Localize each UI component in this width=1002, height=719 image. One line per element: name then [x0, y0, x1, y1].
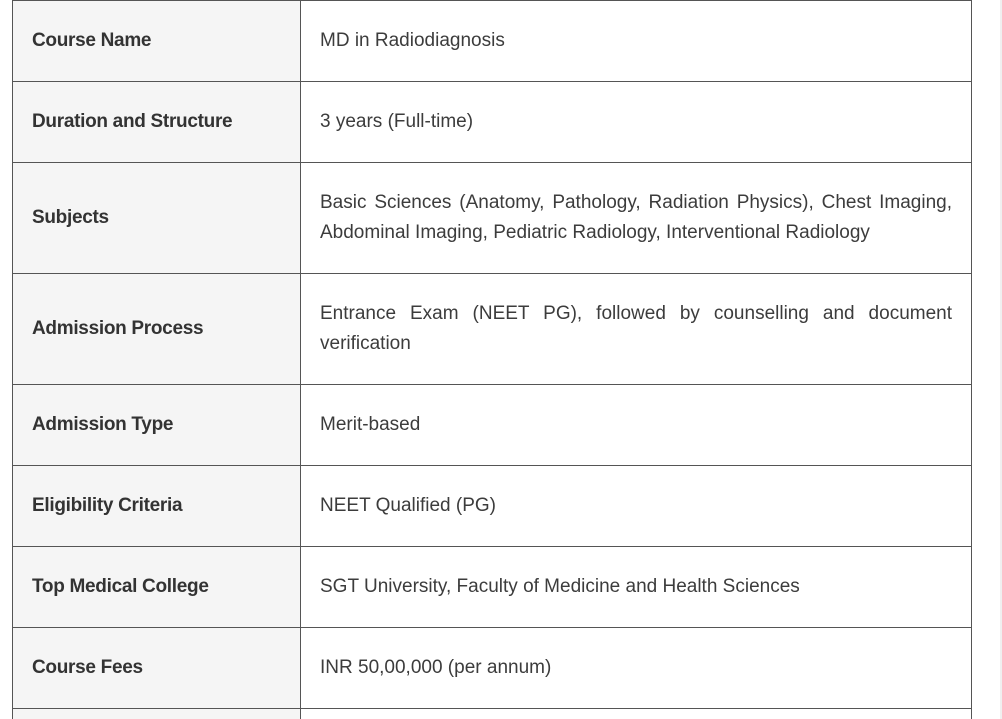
- table-row: [13, 385, 972, 466]
- row-label: Course Fees: [13, 628, 301, 709]
- row-label: Admission Process: [13, 274, 301, 385]
- row-value: 3 years (Full-time): [301, 82, 972, 163]
- row-value-empty: [301, 709, 972, 719]
- row-label: Eligibility Criteria: [13, 466, 301, 547]
- table-row-partial: [13, 709, 972, 719]
- row-label: Subjects: [13, 163, 301, 274]
- row-value: MD in Radiodiagnosis: [301, 1, 972, 82]
- table-row: [13, 547, 972, 628]
- row-label: Admission Type: [13, 385, 301, 466]
- table-row: [13, 163, 972, 274]
- row-label: Duration and Structure: [13, 82, 301, 163]
- table-row: [13, 274, 972, 385]
- row-label: Course Name: [13, 1, 301, 82]
- table-row: [13, 1, 972, 82]
- row-value: Merit-based: [301, 385, 972, 466]
- course-info-table: [12, 0, 972, 719]
- row-value: NEET Qualified (PG): [301, 466, 972, 547]
- row-value: Entrance Exam (NEET PG), followed by counselling and document verification: [301, 274, 972, 385]
- table-row: [13, 628, 972, 709]
- row-label: Top Medical College: [13, 547, 301, 628]
- row-value: Basic Sciences (Anatomy, Pathology, Radiation Physics), Chest Imaging, Abdominal Imaging, Pediatric Radiology, Interventional Radiology: [301, 163, 972, 274]
- table-row: [13, 82, 972, 163]
- row-label-empty: [13, 709, 301, 719]
- row-value: INR 50,00,000 (per annum): [301, 628, 972, 709]
- table-row: [13, 466, 972, 547]
- row-value: SGT University, Faculty of Medicine and Health Sciences: [301, 547, 972, 628]
